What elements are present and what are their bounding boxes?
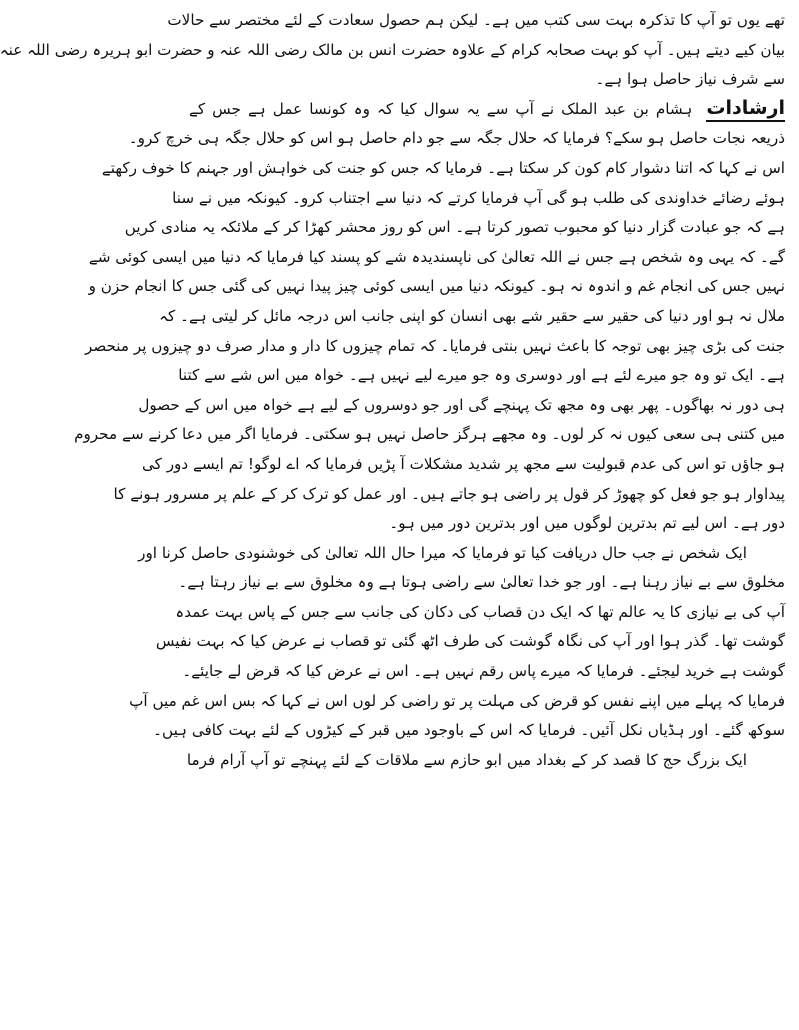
text-line: اس نے کہا کہ اتنا دشوار کام کون کر سکتا ہے۔ فرمایا کہ جس کو جنت کی خواہش اور جہنم کا خوف رکھتے (101, 158, 785, 177)
text-line: بیان کیے دیتے ہیں۔ آپ کو بہت صحابہ کرام کے علاوہ حضرت انس بن مالک رضی اللہ عنہ و حضرت ابو ہریرہ رضی اللہ عنہ (0, 40, 785, 59)
text-line: فرمایا کہ پہلے میں اپنے نفس کو قرض کی مہلت پر تو راضی کر لوں اس نے کہا کہ بس اس غم میں آپ (129, 691, 785, 710)
text-line: گوشت تھا۔ گذر ہوا اور آپ کی نگاہ گوشت کی طرف اٹھ گئی تو قصاب نے عرض کیا کہ بہت نفیس (155, 632, 785, 651)
text-line: میں کتنی ہی سعی کیوں نہ کر لوں۔ وہ مجھے ہرگز حاصل نہیں ہو سکتی۔ فرمایا اگر میں دعا کرنے سے محروم (74, 425, 785, 444)
section-heading: ارشادات (706, 96, 785, 122)
text-line: تھے یوں تو آپ کا تذکرہ بہت سی کتب میں ہے۔ لیکن ہم حصول سعادت کے لئے مختصر سے حالات (167, 11, 785, 29)
text-line: ہوئے رضائے خداوندی کی طلب ہو گی آپ فرمایا کرتے کہ دنیا سے اجتناب کرو۔ کیونکہ میں نے سنا (172, 188, 785, 207)
text-line: پیداوار ہو جو فعل کو چھوڑ کر قول پر راضی ہو جاتے ہیں۔ اور عمل کو ترک کر کے علم پر مسرور ہونے کا (113, 484, 785, 503)
heading-line (189, 95, 785, 125)
text-line: ایک شخص نے جب حال دریافت کیا تو فرمایا کہ میرا حال اللہ تعالیٰ کی خوشنودی حاصل کرنا اور (138, 543, 747, 562)
text-line: ہشام بن عبد الملک نے آپ سے یہ سوال کیا کہ وہ کونسا عمل ہے جس کے (189, 99, 693, 118)
text-line: سے شرف نیاز حاصل ہوا ہے۔ (595, 70, 785, 89)
text-line: ہی دور نہ بھاگوں۔ پھر بھی وہ مجھ تک پہنچے گی اور جو دوسروں کے لیے ہے خواہ میں اس کے حصول (138, 395, 785, 414)
text-line: جنت کی بڑی چیز بھی توجہ کا باعث نہیں بنتی فرمایا۔ کہ تمام چیزوں کا دار و مدار صرف دو چیزوں پر منحصر (84, 336, 785, 355)
text-line: ملال نہ ہو اور دنیا کی حقیر سے حقیر شے بھی انسان کو اپنی جانب اس درجہ مائل کر لیتی ہے۔ کہ (159, 306, 785, 325)
text-line: آپ کی بے نیازی کا یہ عالم تھا کہ ایک دن قصاب کی دکان کی جانب سے جس کے پاس بہت عمدہ (175, 602, 785, 621)
text-line: نہیں جس کی انجام غم و اندوہ نہ ہو۔ کیونکہ دنیا میں ایسی کوئی چیز پیدا نہیں کی گئی جس کا انجام حزن و (88, 277, 785, 296)
text-line: ذریعہ نجات حاصل ہو سکے؟ فرمایا کہ حلال جگہ سے جو دام حاصل ہو اس کو حلال جگہ ہی خرچ کرو۔ (128, 129, 785, 148)
text-line: ہو جاؤں تو اس کی عدم قبولیت سے مجھ پر شدید مشکلات آ پڑیں فرمایا کہ اے لوگو! تم ایسے دور کی (142, 454, 785, 473)
text-line: دور ہے۔ اس لیے تم بدترین لوگوں میں اور بدترین دور میں ہو۔ (389, 514, 785, 533)
text-line: سوکھ گئے۔ اور ہڈیاں نکل آئیں۔ فرمایا کہ اس کے باوجود میں قبر کے کیڑوں کے لئے بہت کافی ہیں۔ (153, 721, 785, 740)
text-line: مخلوق سے بے نیاز رہنا ہے۔ اور جو خدا تعالیٰ سے راضی ہوتا ہے وہ مخلوق سے بے نیاز رہتا ہے۔ (178, 573, 785, 592)
text-line: ہے کہ جو عبادت گزار دنیا کو محبوب تصور کرتا ہے۔ اس کو روز محشر کھڑا کر کے ملائکہ یہ منادی کریں (124, 218, 785, 237)
text-line: ہے۔ ایک تو وہ جو میرے لئے ہے اور دوسری وہ جو میرے لیے نہیں ہے۔ خواہ میں اس شے سے کتنا (178, 366, 785, 385)
text-line: ایک بزرگ حج کا قصد کر کے بغداد میں ابو حازم سے ملاقات کے لئے پہنچے تو آپ آرام فرما (186, 750, 747, 769)
text-line: گوشت ہے خرید لیجئے۔ فرمایا کہ میرے پاس رقم نہیں ہے۔ اس نے عرض کیا کہ قرض لے جایئے۔ (182, 662, 785, 681)
text-line: گے۔ کہ یہی وہ شخص ہے جس نے اللہ تعالیٰ کی ناپسندیدہ شے کو پسند کیا فرمایا کہ دنیا میں ایسی کوئی شے (88, 247, 785, 266)
